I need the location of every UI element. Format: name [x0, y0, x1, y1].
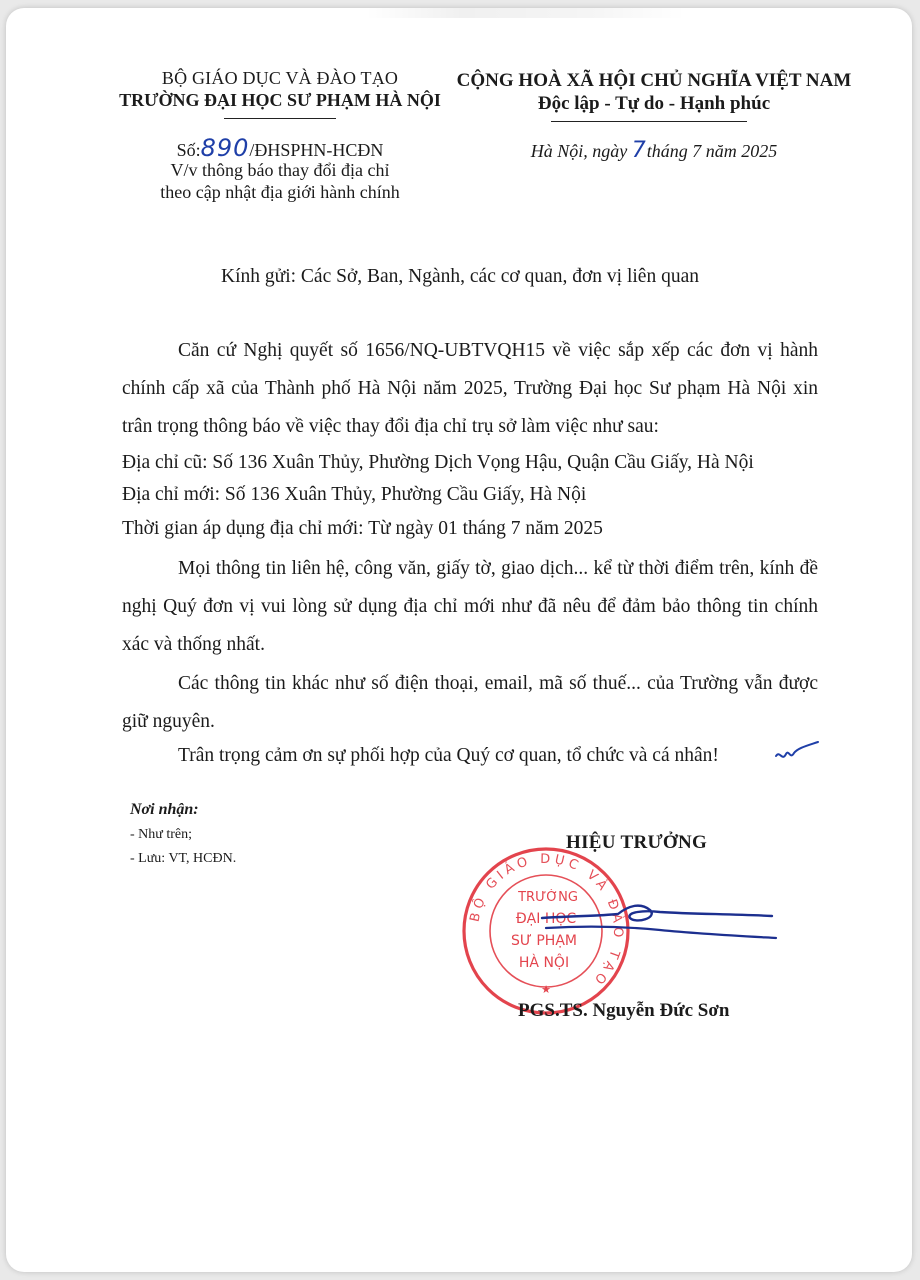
salutation: Kính gửi: Các Sở, Ban, Ngành, các cơ quan, đơn vị liên quan [221, 266, 699, 287]
recipients-heading: Nơi nhận: [130, 801, 199, 818]
number-suffix: /ĐHSPHN-HCĐN [249, 140, 384, 160]
signer-title: HIỆU TRƯỞNG [566, 832, 708, 853]
document-date [448, 138, 860, 163]
republic-title: CỘNG HOÀ XÃ HỘI CHỦ NGHĨA VIỆT NAM [456, 70, 852, 91]
national-motto: Độc lập - Tự do - Hạnh phúc [537, 93, 771, 114]
body-paragraph-4: Trân trọng cảm ơn sự phối hợp của Quý cơ quan, tổ chức và cá nhân! [178, 745, 719, 766]
seal-star-icon: ★ [541, 983, 551, 996]
ministry-name: BỘ GIÁO DỤC VÀ ĐÀO TẠO [161, 68, 399, 88]
body-paragraph-1: Căn cứ Nghị quyết số 1656/NQ-UBTVQH15 về việc sắp xếp các đơn vị hành chính cấp xã của Thành phố Hà Nội năm 2025, Trường Đại học Sư phạm Hà Nội xin trân trọng thông báo về việc thay đổi địa chỉ trụ sở làm việc như sau: [122, 340, 818, 437]
seal-line-3: SƯ PHẠM [511, 933, 577, 949]
university-underline [224, 118, 336, 119]
seal-line-1: TRƯỜNG [518, 890, 578, 905]
date-suffix: tháng 7 năm 2025 [646, 141, 778, 161]
handwritten-signature [540, 880, 790, 960]
body-paragraph-2: Mọi thông tin liên hệ, công văn, giấy tờ, giao dịch... kể từ thời điểm trên, kính đề nghị Quý đơn vị vui lòng sử dụng địa chỉ mới như đã nêu để đảm bảo thông tin chính xác và thống nhất. [122, 558, 818, 655]
recipient-item: - Lưu: VT, HCĐN. [130, 851, 237, 866]
number-prefix: Số: [176, 140, 201, 160]
handwritten-tick-mark [772, 738, 822, 768]
seal-line-4: HÀ NỘI [518, 955, 570, 971]
signer-name: PGS.TS. Nguyễn Đức Sơn [518, 1000, 730, 1021]
recipient-item: - Như trên; [130, 827, 193, 842]
subject-line-1: V/v thông báo thay đổi địa chỉ [170, 160, 390, 180]
old-address: Địa chỉ cũ: Số 136 Xuân Thủy, Phường Dịch Vọng Hậu, Quận Cầu Giấy, Hà Nội [122, 452, 754, 473]
new-address: Địa chỉ mới: Số 136 Xuân Thủy, Phường Cầu Giấy, Hà Nội [122, 484, 587, 505]
scan-shadow [366, 8, 686, 18]
handwritten-number: 890 [200, 134, 250, 162]
body-paragraph-3: Các thông tin khác như số điện thoại, email, mã số thuế... của Trường vẫn được giữ nguyên. [122, 673, 818, 732]
seal-ring-text: BỘ GIÁO DỤC VÀ ĐÀO TẠO [467, 851, 626, 990]
seal-line-2: ĐẠI HỌC [515, 911, 577, 927]
document-number [112, 134, 448, 162]
university-name: TRƯỜNG ĐẠI HỌC SƯ PHẠM HÀ NỘI [119, 90, 441, 110]
handwritten-day: 7 [631, 138, 647, 163]
motto-underline [551, 121, 747, 122]
subject-line-2: theo cập nhật địa giới hành chính [160, 182, 400, 202]
effective-date: Thời gian áp dụng địa chỉ mới: Từ ngày 01 tháng 7 năm 2025 [122, 518, 603, 539]
date-prefix: Hà Nội, ngày [530, 141, 632, 161]
